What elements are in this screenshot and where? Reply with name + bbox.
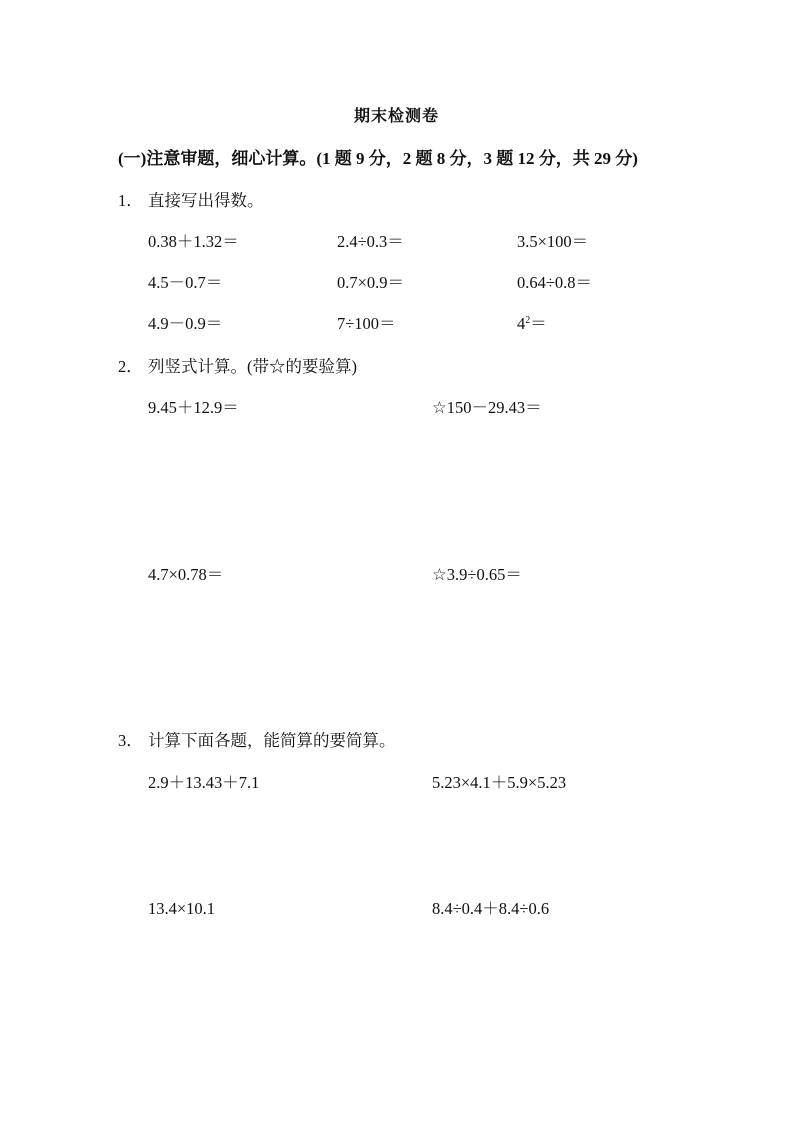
- q1-item: 4.5－0.7＝: [148, 273, 223, 292]
- q1-item: 0.64÷0.8＝: [517, 273, 593, 292]
- q2-item-starred: ☆150－29.43＝: [432, 398, 542, 417]
- page-title: 期末检测卷: [353, 106, 439, 125]
- q1-item: 2.4÷0.3＝: [337, 232, 404, 251]
- equals-sign: ＝: [530, 314, 547, 333]
- q3-item: 5.23×4.1＋5.9×5.23: [432, 773, 567, 792]
- q2-item: 4.7×0.78＝: [148, 565, 224, 584]
- q1-item: 7÷100＝: [337, 314, 396, 333]
- q3-item: 8.4÷0.4＋8.4÷0.6: [432, 899, 550, 918]
- q1-item: 4.9－0.9＝: [148, 314, 223, 333]
- q3-item: 2.9＋13.43＋7.1: [148, 773, 260, 792]
- section-heading: (一)注意审题，细心计算。(1 题 9 分，2 题 8 分，3 题 12 分，共 29 分): [118, 149, 638, 168]
- question-instruction: 计算下面各题，能简算的要简算。: [148, 731, 396, 750]
- question-number: 3．: [118, 731, 143, 750]
- question-2-heading: [118, 359, 357, 376]
- q1-item: 3.5×100＝: [517, 232, 589, 251]
- q1-item: 0.7×0.9＝: [337, 273, 405, 292]
- question-1-heading: [118, 193, 264, 210]
- question-number: 1．: [118, 191, 143, 210]
- q3-item: 13.4×10.1: [148, 899, 216, 918]
- q2-item: 9.45＋12.9＝: [148, 398, 239, 417]
- power-exponent: 2: [525, 315, 531, 326]
- question-instruction: 直接写出得数。: [148, 191, 264, 210]
- question-3-heading: [118, 733, 396, 750]
- q1-item: 0.38＋1.32＝: [148, 232, 239, 251]
- q1-item-power: [517, 316, 547, 333]
- q2-item-starred: ☆3.9÷0.65＝: [432, 565, 522, 584]
- question-number: 2．: [118, 357, 143, 376]
- power-base: 4: [517, 314, 526, 333]
- question-instruction: 列竖式计算。(带☆的要验算): [148, 357, 357, 376]
